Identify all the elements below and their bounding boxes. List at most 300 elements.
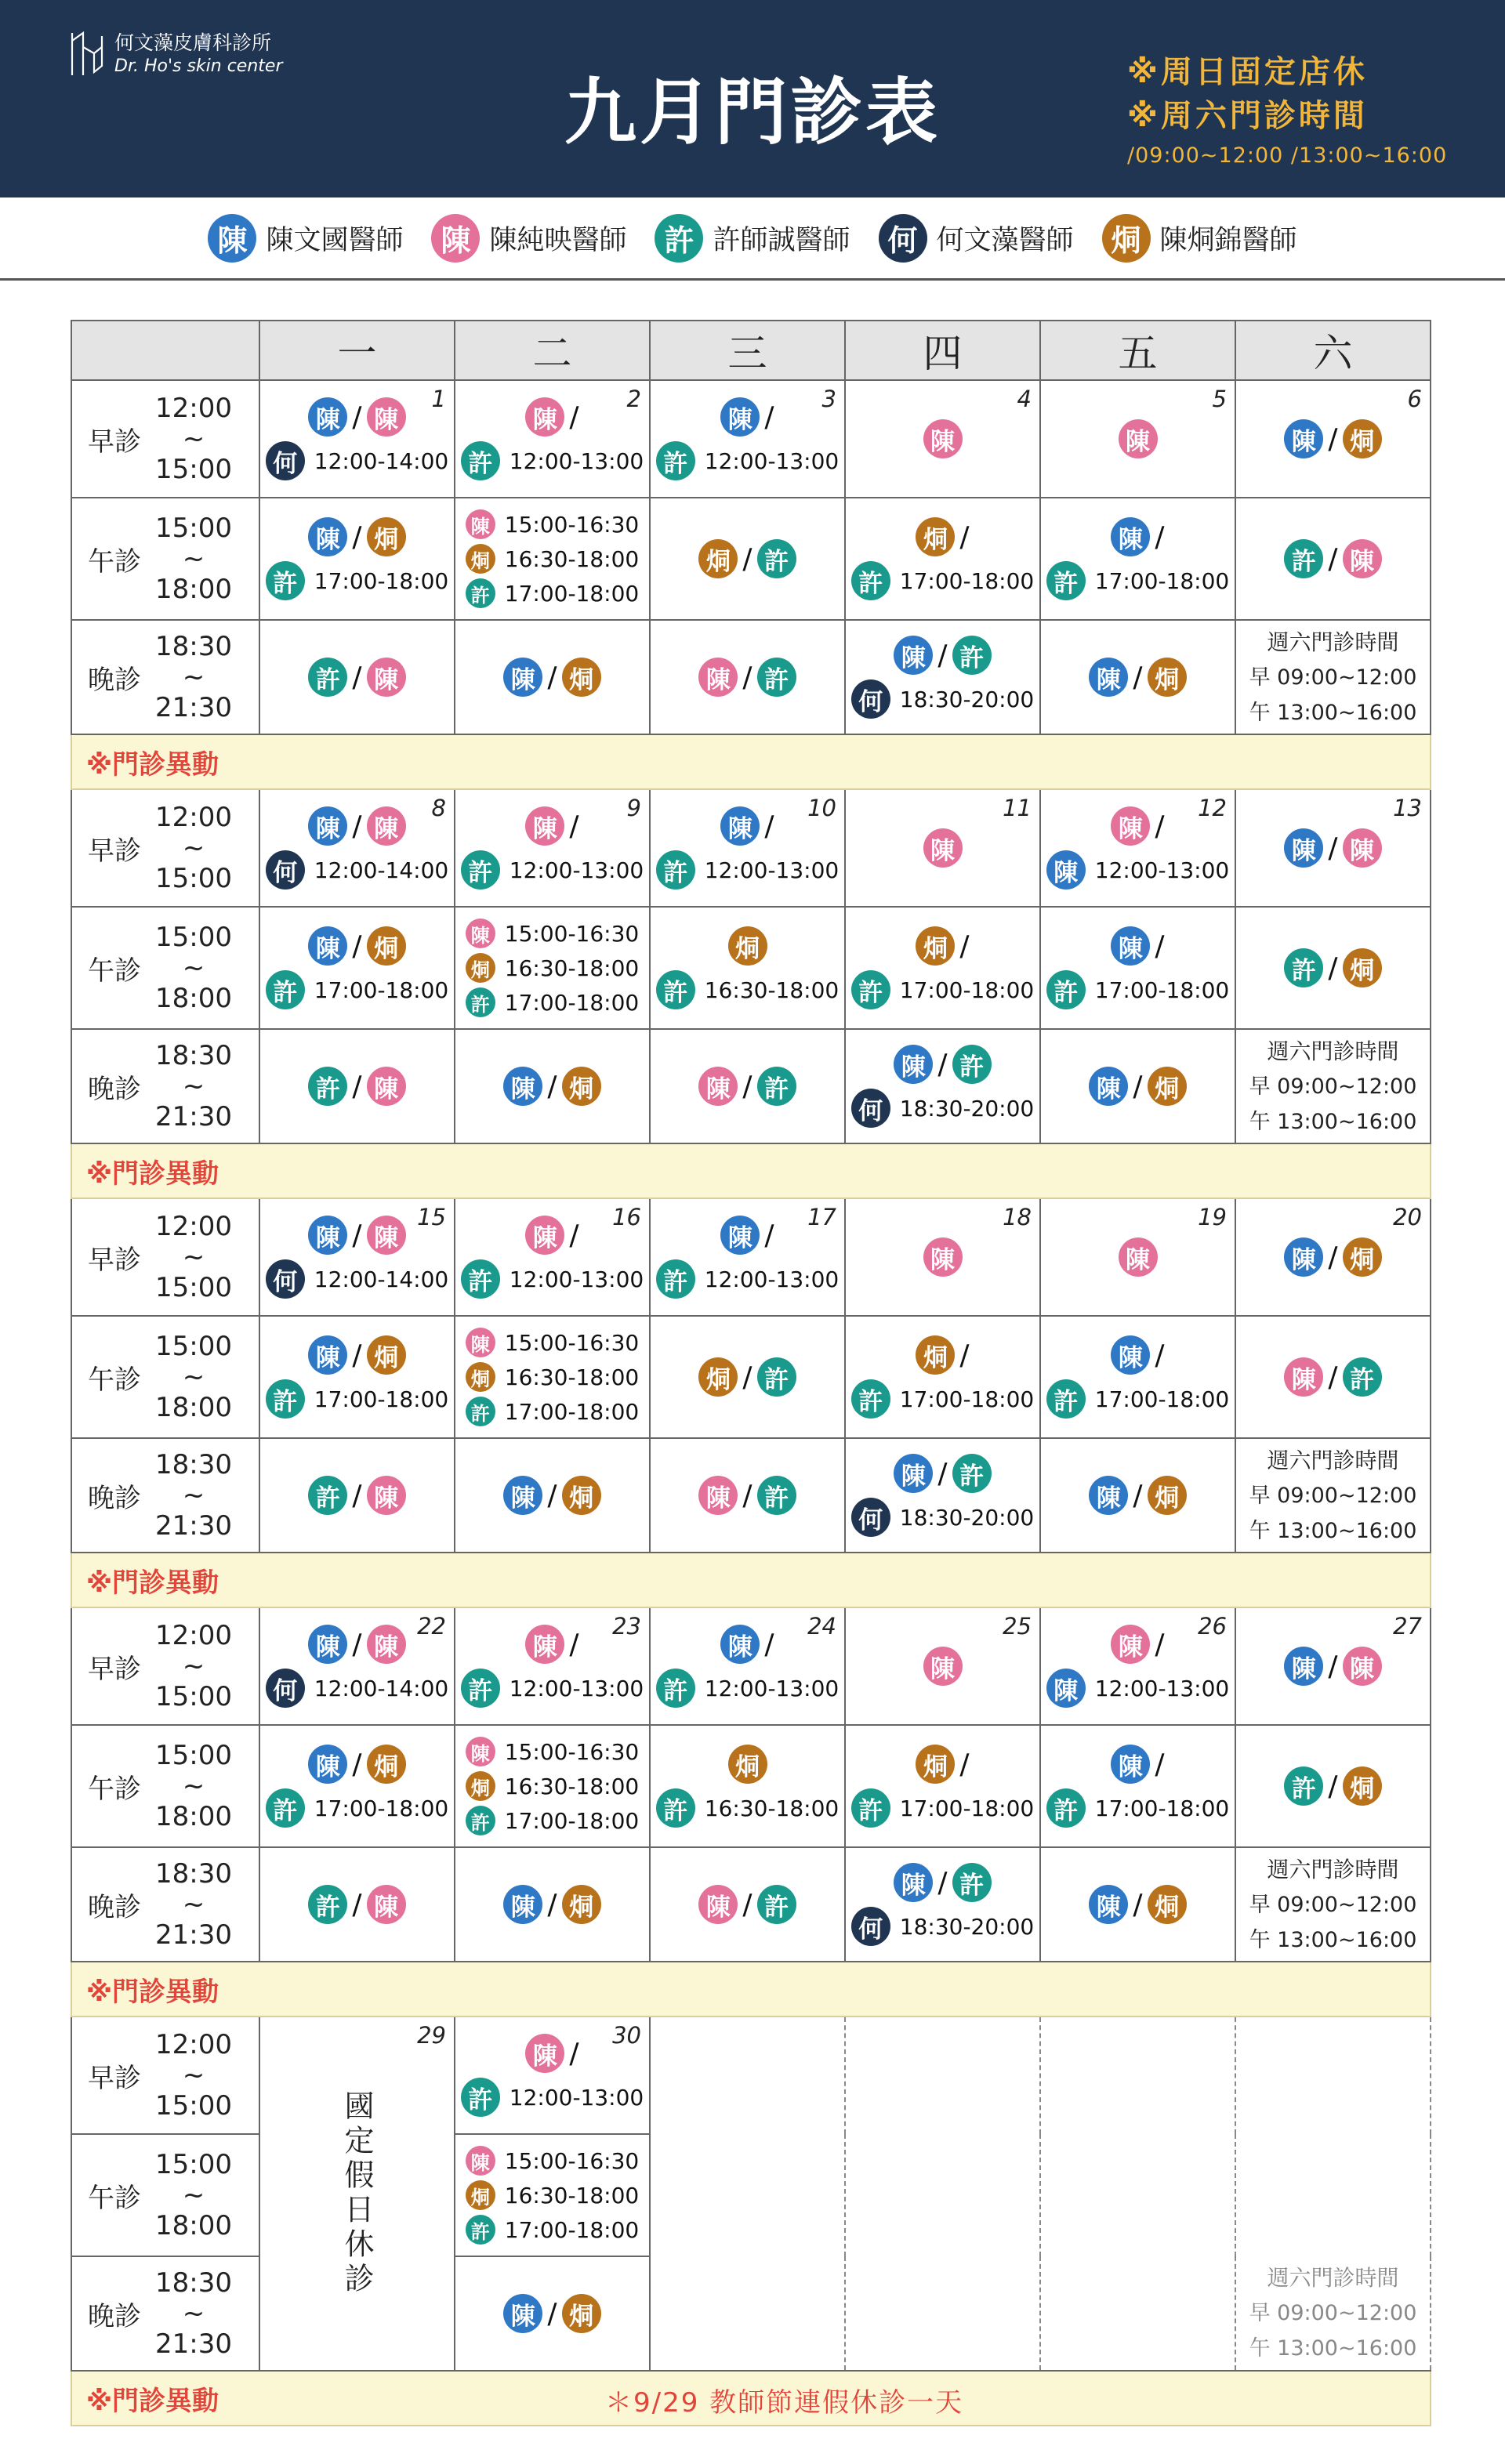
date-number: 16 <box>612 1204 641 1230</box>
doctor-badge-icon: 陳 <box>308 1216 347 1255</box>
session-tilde: ~ <box>182 1070 205 1102</box>
session-start: 15:00 <box>155 921 232 953</box>
session-name: 早診 <box>88 1244 141 1276</box>
schedule-cell <box>455 2016 650 2134</box>
separator: / <box>547 1888 557 1921</box>
doctor-line <box>266 1259 449 1299</box>
date-number: 22 <box>417 1613 446 1640</box>
slot-content <box>651 621 844 734</box>
session-time <box>150 1859 237 1951</box>
schedule-cell <box>1235 1438 1431 1553</box>
doctor-badge-icon: 陳 <box>1089 658 1128 697</box>
saturday-pm-hours: 午 13:00~16:00 <box>1249 2336 1417 2361</box>
empty-cell <box>1040 2016 1235 2134</box>
doctor-badge-icon: 許 <box>656 1259 695 1299</box>
doctor-badge-icon: 何 <box>851 1498 890 1537</box>
session-start: 15:00 <box>155 2148 232 2180</box>
session-tilde: ~ <box>182 1650 205 1682</box>
saturday-hours-box <box>1236 1852 1430 1958</box>
doctor-line <box>923 419 963 458</box>
schedule-cell <box>650 1725 845 1847</box>
doctor-line <box>466 919 640 948</box>
sunday-closed-notice: ※周日固定店休 <box>1127 54 1368 90</box>
doctor-line <box>1046 1788 1230 1828</box>
doctor-line <box>461 850 644 890</box>
slot-content <box>1041 1439 1235 1552</box>
doctor-line <box>1046 850 1230 890</box>
time-range: 12:00-13:00 <box>509 1266 644 1292</box>
time-range: 16:30-18:00 <box>504 545 640 572</box>
doctor-line <box>1119 419 1158 458</box>
doctor-line <box>851 1089 1035 1128</box>
slot-content <box>846 1726 1039 1846</box>
slot-content <box>846 498 1039 619</box>
doctor-badge-icon: 陳 <box>367 1067 406 1106</box>
doctor-badge-icon: 何 <box>266 1259 305 1299</box>
doctor-line <box>503 658 600 697</box>
doctor-badge-icon: 陳 <box>1119 419 1158 458</box>
session-time <box>150 632 237 723</box>
schedule-table <box>71 320 1431 2426</box>
holiday-text: 國定假日休診 <box>339 2090 374 2297</box>
date-number: 5 <box>1212 386 1227 412</box>
time-range: 17:00-18:00 <box>314 1386 449 1412</box>
slot-content <box>260 790 454 906</box>
doctor-badge-icon: 陳 <box>466 509 495 539</box>
schedule-cell <box>650 1607 845 1725</box>
slot-content <box>846 1030 1039 1143</box>
doctor-badge-icon: 許 <box>757 658 796 697</box>
separator: / <box>1155 1339 1165 1372</box>
doctor-badge-icon: 許 <box>466 578 495 608</box>
separator: / <box>1328 1650 1338 1683</box>
doctor-badge-icon: 陳 <box>367 806 406 846</box>
doctor-badge-icon: 烔 <box>466 953 495 983</box>
session-row <box>71 1198 1431 1316</box>
doctor-line <box>466 1397 640 1426</box>
schedule-cell <box>650 907 845 1029</box>
saturday-hours-title: 週六門診時間 <box>1267 2265 1399 2291</box>
slot-content <box>260 1317 454 1437</box>
legend-item <box>655 214 850 263</box>
session-start: 15:00 <box>155 1739 232 1771</box>
doctor-line <box>1284 1766 1381 1806</box>
change-row <box>71 1553 1431 1607</box>
doctor-line <box>308 926 405 966</box>
doctor-badge-icon: 許 <box>266 1379 305 1419</box>
schedule-cell <box>1040 1316 1235 1438</box>
slot-content <box>1041 1030 1235 1143</box>
doctor-badge-icon: 許 <box>466 1397 495 1426</box>
saturday-hours-title: 週六門診時間 <box>1267 1856 1399 1882</box>
time-range: 17:00-18:00 <box>314 567 449 594</box>
separator: / <box>1328 422 1338 455</box>
schedule-change-note: ※門診異動 <box>71 1962 1431 2016</box>
doctor-badge-icon: 陳 <box>1089 1476 1128 1515</box>
doctor-line <box>503 2294 600 2333</box>
slot-content <box>846 1317 1039 1437</box>
time-range: 12:00-14:00 <box>314 1266 449 1292</box>
doctor-badge-icon: 烔 <box>1343 948 1382 987</box>
time-range: 12:00-13:00 <box>509 1675 644 1701</box>
doctor-badge-icon: 陳 <box>1284 1647 1323 1686</box>
schedule-cell <box>259 1029 455 1143</box>
slot-content <box>455 2257 649 2370</box>
separator: / <box>352 929 362 962</box>
doctor-line <box>466 544 640 574</box>
saturday-pm-hours: 午 13:00~16:00 <box>1249 1927 1417 1952</box>
session-label-cell <box>71 1607 259 1725</box>
time-range: 12:00-13:00 <box>704 1675 840 1701</box>
session-start: 15:00 <box>155 512 232 544</box>
separator: / <box>352 1219 362 1252</box>
doctor-line <box>266 1669 449 1708</box>
session-tilde: ~ <box>182 1361 205 1393</box>
schedule-change-note: ※門診異動 <box>71 734 1431 789</box>
doctor-badge-icon: 陳 <box>525 2034 564 2073</box>
separator: / <box>937 1048 948 1081</box>
date-number: 4 <box>1017 386 1032 412</box>
doctor-line <box>923 828 963 868</box>
slot-content <box>1236 498 1430 619</box>
separator: / <box>569 1628 579 1661</box>
doctor-badge-icon: 烔 <box>916 1335 955 1375</box>
doctor-badge-icon: 許 <box>757 1067 796 1106</box>
doctor-line <box>698 539 796 578</box>
schedule-cell <box>845 620 1040 734</box>
session-name: 晚診 <box>88 2300 141 2332</box>
schedule-cell <box>455 498 650 620</box>
doctor-badge-icon: 陳 <box>1111 1335 1150 1375</box>
schedule-cell <box>259 1607 455 1725</box>
doctor-badge-icon: 烔 <box>466 1362 495 1392</box>
doctor-badge-icon: 陳 <box>1111 926 1150 966</box>
session-tilde: ~ <box>182 1479 205 1511</box>
doctor-badge-icon: 陳 <box>720 397 760 437</box>
session-end: 15:00 <box>155 1680 232 1712</box>
session-row <box>71 907 1431 1029</box>
date-number: 3 <box>821 386 836 412</box>
doctor-line <box>1111 1625 1164 1664</box>
header-notice <box>1127 50 1447 174</box>
doctor-badge-icon: 陳 <box>894 636 933 675</box>
session-name: 午診 <box>88 2182 141 2214</box>
legend-label: 何文藻醫師 <box>936 224 1074 256</box>
empty-cell <box>845 2134 1040 2256</box>
session-row <box>71 2016 1431 2134</box>
doctor-badge-icon: 烔 <box>1148 1476 1187 1515</box>
change-row <box>71 734 1431 789</box>
doctor-badge-icon: 烔 <box>698 1357 738 1397</box>
slot-content <box>846 1439 1039 1552</box>
separator: / <box>1155 810 1165 842</box>
session-label-cell <box>71 620 259 734</box>
schedule-cell <box>1040 1438 1235 1553</box>
doctor-line <box>266 561 449 600</box>
doctor-badge-icon: 烔 <box>367 517 406 556</box>
doctor-line <box>1284 1357 1381 1397</box>
empty-cell <box>650 2256 845 2371</box>
doctor-badge-icon: 何 <box>266 441 305 480</box>
doctor-badge-icon: 陳 <box>525 397 564 437</box>
date-number: 9 <box>626 795 641 821</box>
doctor-line <box>720 1625 774 1664</box>
doctor-badge-icon: 陳 <box>1046 1669 1086 1708</box>
date-number: 25 <box>1003 1613 1032 1640</box>
doctor-badge-icon: 許 <box>1046 1379 1086 1419</box>
date-number: 20 <box>1393 1204 1422 1230</box>
doctor-line <box>503 1067 600 1106</box>
separator: / <box>764 1219 774 1252</box>
slot-content <box>846 1848 1039 1961</box>
session-end: 15:00 <box>155 2089 232 2122</box>
empty-cell <box>650 2016 845 2134</box>
doctor-line <box>851 679 1035 719</box>
slot-content <box>1041 621 1235 734</box>
separator: / <box>742 661 752 694</box>
doctor-badge-icon: 陳 <box>466 1737 495 1766</box>
doctor-badge-icon: 陳 <box>308 1745 347 1784</box>
doctor-line <box>266 1379 449 1419</box>
doctor-badge-icon: 許 <box>1046 970 1086 1009</box>
separator: / <box>959 1339 970 1372</box>
doctor-line <box>720 397 774 437</box>
session-label-cell <box>71 498 259 620</box>
date-number: 19 <box>1198 1204 1227 1230</box>
session-name: 午診 <box>88 955 141 987</box>
time-range: 16:30-18:00 <box>504 2182 640 2209</box>
session-time <box>150 1621 237 1712</box>
doctor-badge-icon: 陳 <box>698 1885 738 1924</box>
time-range: 12:00-13:00 <box>1094 1675 1230 1701</box>
weekday-header: 二 <box>455 321 650 380</box>
weekday-header: 一 <box>259 321 455 380</box>
session-label-cell <box>71 907 259 1029</box>
session-row <box>71 380 1431 498</box>
doctor-line <box>1119 1237 1158 1277</box>
doctor-badge-icon: 烔 <box>466 544 495 574</box>
session-time <box>150 393 237 485</box>
schedule-cell <box>845 1847 1040 1962</box>
slot-content <box>260 381 454 497</box>
doctor-badge-icon: 烔 <box>562 1067 601 1106</box>
doctor-badge-icon: 烔 <box>1148 658 1187 697</box>
schedule-cell <box>259 620 455 734</box>
separator: / <box>547 1070 557 1103</box>
change-row <box>71 1143 1431 1198</box>
doctor-badge-icon: 許 <box>308 1476 347 1515</box>
doctor-line <box>1111 1745 1164 1784</box>
legend-label: 許師誠醫師 <box>713 224 850 256</box>
doctor-badge-icon: 陳 <box>367 1625 406 1664</box>
slot-content <box>1041 498 1235 619</box>
doctor-badge-icon: 陳 <box>720 1216 760 1255</box>
doctor-badge-icon: 許 <box>466 987 495 1017</box>
doctor-badge-icon: 陳 <box>1284 1357 1323 1397</box>
schedule-cell <box>1040 620 1235 734</box>
saturday-am-hours: 早 09:00~12:00 <box>1249 1074 1417 1099</box>
separator: / <box>764 400 774 433</box>
schedule-cell <box>1235 907 1431 1029</box>
doctor-line <box>466 1328 640 1357</box>
doctor-badge-icon: 陳 <box>1111 1745 1150 1784</box>
doctor-badge-icon: 陳 <box>308 397 347 437</box>
date-number: 29 <box>417 2022 446 2049</box>
doctor-badge-icon: 烔 <box>916 1745 955 1784</box>
doctor-badge-icon: 陳 <box>1343 1647 1382 1686</box>
session-row <box>71 1725 1431 1847</box>
session-end: 21:30 <box>155 1100 232 1132</box>
doctor-badge-icon: 何 <box>266 850 305 890</box>
time-range: 15:00-16:30 <box>504 511 640 538</box>
time-range: 17:00-18:00 <box>899 977 1035 1003</box>
time-range: 17:00-18:00 <box>1094 977 1230 1003</box>
doctor-line <box>1111 926 1164 966</box>
doctor-badge-icon: 烔 <box>1343 1237 1382 1277</box>
slot-content <box>1041 1848 1235 1961</box>
doctor-line <box>656 441 840 480</box>
doctor-badge-icon: 陳 <box>308 806 347 846</box>
doctor-badge-icon: 陳 <box>1089 1885 1128 1924</box>
slot-content <box>1236 908 1430 1028</box>
session-start: 12:00 <box>155 2028 232 2060</box>
empty-cell <box>1235 2134 1431 2256</box>
doctor-badge-icon: 陳 <box>1111 806 1150 846</box>
doctor-line <box>1111 1335 1164 1375</box>
schedule-cell <box>650 498 845 620</box>
schedule-cell <box>455 620 650 734</box>
doctor-badge-icon: 許 <box>656 1669 695 1708</box>
separator: / <box>352 520 362 553</box>
separator: / <box>1155 520 1165 553</box>
session-tilde: ~ <box>182 1770 205 1802</box>
date-number: 15 <box>417 1204 446 1230</box>
doctor-badge-icon: 許 <box>1284 539 1323 578</box>
doctor-badge-icon: 烔 <box>466 2180 495 2210</box>
logo-english-name: Dr. Ho's skin center <box>114 56 283 76</box>
separator: / <box>1155 1628 1165 1661</box>
session-tilde: ~ <box>182 2059 205 2091</box>
schedule-cell <box>845 1607 1040 1725</box>
doctor-badge-icon: 陳 <box>367 1476 406 1515</box>
doctor-badge-icon: 烔 <box>1102 214 1151 263</box>
slot-content <box>1236 1317 1430 1437</box>
time-range: 16:30-18:00 <box>504 955 640 981</box>
doctor-line <box>466 2180 640 2210</box>
doctor-badge-icon: 陳 <box>923 1237 963 1277</box>
schedule-cell <box>1040 1198 1235 1316</box>
session-start: 12:00 <box>155 1210 232 1242</box>
separator: / <box>352 1070 362 1103</box>
session-start: 18:30 <box>155 630 232 662</box>
session-time <box>150 1332 237 1423</box>
doctor-badge-icon: 烔 <box>367 1335 406 1375</box>
separator: / <box>547 661 557 694</box>
doctor-line <box>698 1885 796 1924</box>
time-range: 15:00-16:30 <box>504 920 640 947</box>
schedule-cell <box>1235 1847 1431 1962</box>
session-start: 18:30 <box>155 1857 232 1890</box>
holiday-note: ＊9/29 教師節連假休診一天 <box>605 2387 964 2419</box>
session-end: 18:00 <box>155 1391 232 1423</box>
doctor-line <box>916 1335 969 1375</box>
saturday-hours-box <box>1236 2260 1430 2366</box>
session-label-cell <box>71 2016 259 2134</box>
saturday-am-hours: 早 09:00~12:00 <box>1249 1892 1417 1917</box>
doctor-line <box>466 1806 640 1835</box>
schedule-cell <box>1040 1029 1235 1143</box>
time-range: 12:00-13:00 <box>1094 857 1230 883</box>
doctor-badge-icon: 許 <box>461 850 500 890</box>
slot-content <box>260 498 454 619</box>
doctor-badge-icon: 陳 <box>466 919 495 948</box>
separator: / <box>1328 542 1338 575</box>
slot-content <box>651 1439 844 1552</box>
schedule-cell <box>650 1316 845 1438</box>
date-number: 23 <box>612 1613 641 1640</box>
doctor-badge-icon: 陳 <box>503 1067 542 1106</box>
date-number: 1 <box>431 386 446 412</box>
doctor-badge-icon: 許 <box>656 970 695 1009</box>
doctor-badge-icon: 陳 <box>208 214 256 263</box>
doctor-badge-icon: 陳 <box>367 1885 406 1924</box>
separator: / <box>959 929 970 962</box>
session-start: 12:00 <box>155 801 232 833</box>
schedule-cell <box>259 1725 455 1847</box>
saturday-am-hours: 早 09:00~12:00 <box>1249 1483 1417 1508</box>
slot-content <box>1236 1726 1430 1846</box>
separator: / <box>352 1888 362 1921</box>
doctor-line <box>1046 561 1230 600</box>
saturday-hours-notice: ※周六門診時間 <box>1127 98 1368 134</box>
time-range: 17:00-18:00 <box>314 977 449 1003</box>
doctor-badge-icon: 陳 <box>503 2294 542 2333</box>
schedule-cell <box>1235 380 1431 498</box>
session-name: 午診 <box>88 1364 141 1396</box>
time-range: 12:00-13:00 <box>704 857 840 883</box>
date-number: 2 <box>626 386 641 412</box>
doctor-badge-icon: 陳 <box>923 1647 963 1686</box>
session-row <box>71 1316 1431 1438</box>
doctor-line <box>308 397 405 437</box>
doctor-line <box>461 1259 644 1299</box>
session-name: 午診 <box>88 545 141 578</box>
session-tilde: ~ <box>182 2179 205 2211</box>
doctor-line <box>503 1885 600 1924</box>
doctor-badge-icon: 烔 <box>1148 1885 1187 1924</box>
doctor-badge-icon: 許 <box>952 1863 992 1902</box>
separator: / <box>1328 951 1338 984</box>
legend-label: 陳文國醫師 <box>266 224 404 256</box>
session-time <box>150 1741 237 1832</box>
schedule-cell <box>1040 789 1235 907</box>
session-tilde: ~ <box>182 951 205 984</box>
schedule-cell <box>455 2134 650 2256</box>
time-range: 15:00-16:30 <box>504 1738 640 1765</box>
session-label-cell <box>71 1847 259 1962</box>
slot-content <box>1041 908 1235 1028</box>
doctor-badge-icon: 陳 <box>1343 828 1382 868</box>
schedule-change-note <box>71 2371 1431 2426</box>
weekday-header: 六 <box>1235 321 1431 380</box>
separator: / <box>569 400 579 433</box>
schedule-cell <box>1235 1029 1431 1143</box>
doctor-badge-icon: 烔 <box>916 926 955 966</box>
doctor-badge-icon: 許 <box>461 1669 500 1708</box>
doctor-line <box>1046 1669 1230 1708</box>
doctor-badge-icon: 許 <box>266 561 305 600</box>
session-end: 18:00 <box>155 1800 232 1832</box>
